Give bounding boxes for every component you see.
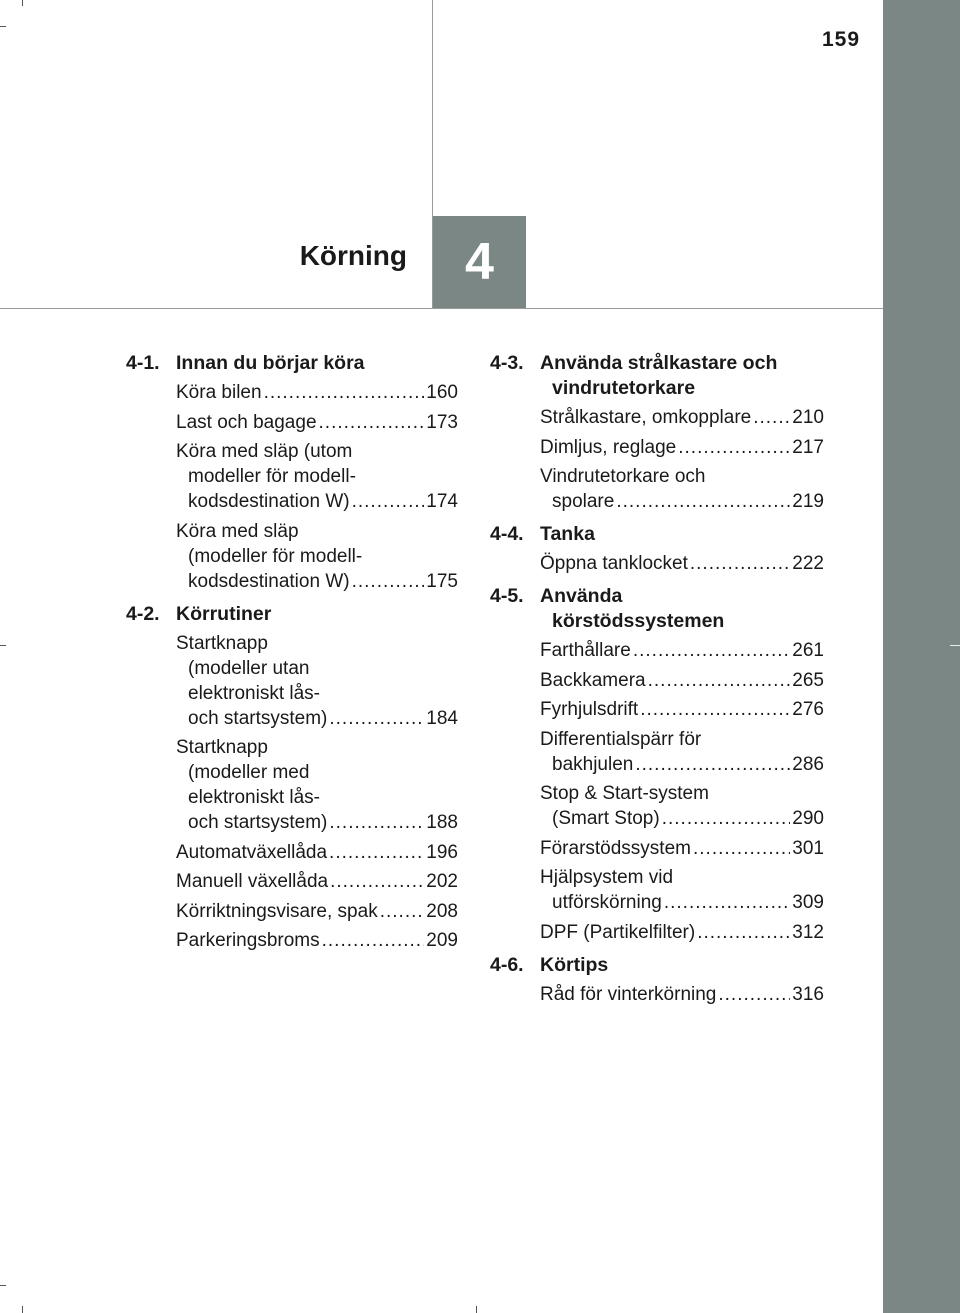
dot-leader [664,890,790,915]
toc-section [490,584,824,945]
toc-section [490,953,824,1007]
entry-page-number: 217 [792,436,824,458]
entry-page-number: 219 [792,491,824,512]
entry-text-line: (Smart Stop) [552,808,660,829]
crop-mark [950,645,960,646]
entry-page-number: 184 [426,707,458,729]
crop-mark [22,0,23,6]
toc-entry[interactable] [176,840,458,865]
chapter-title: Körning [299,240,407,271]
section-title [540,522,824,547]
toc-entry[interactable] [540,551,824,576]
section-title-line: Innan du börjar köra [176,352,365,374]
toc-section [126,602,458,954]
toc-entry[interactable] [540,435,824,460]
section-title-line: Körrutiner [176,602,272,625]
entry-text-line: Startknapp [176,737,268,758]
entry-text-line: kodsdestination W) [188,570,350,592]
entry-text-line: och startsystem) [188,812,328,833]
entry-text-line: Parkeringsbroms [176,930,320,951]
entry-text-line: Köra med släp [176,520,299,542]
toc-entry[interactable] [176,439,458,514]
section-title-line: Körtips [540,953,609,976]
dot-leader [693,836,790,861]
entry-page-number: 265 [792,669,824,691]
entry-page-number: 261 [792,640,824,661]
dot-leader [330,869,424,894]
toc-entry[interactable] [540,697,824,722]
section-title-line: Använda strålkastare och [540,352,778,374]
entry-text-line: Last och bagage [176,411,317,433]
entry-page-number: 208 [426,900,458,922]
section-heading[interactable] [126,602,458,627]
chapter-number: 4 [465,233,494,291]
toc-entry[interactable] [540,781,824,831]
section-title-line: vindrutetorkare [552,377,696,399]
entry-text-line: Förarstödssystem [540,837,691,859]
section-title [540,953,824,978]
entry-text-line: kodsdestination W) [188,491,350,512]
toc-entry[interactable] [540,405,824,430]
entry-text-line: modeller för modell- [188,466,356,487]
entry-text-line: Körriktningsvisare, spak [176,900,378,922]
section-title-line: Använda [540,585,623,607]
dot-leader [718,982,790,1007]
section-title [540,351,824,401]
entry-page-number: 222 [792,553,824,574]
entry-text-line: Råd för vinterkörning [540,983,717,1005]
section-heading[interactable] [490,522,824,547]
dot-leader [753,405,790,430]
toc-entry[interactable] [540,464,824,514]
dot-leader [329,810,424,835]
toc-column-right [490,351,824,1015]
toc-entry[interactable] [176,899,458,924]
entry-text-line: utförskörning [552,892,662,913]
chapter-tab-bar [883,0,960,1313]
entry-page-number: 290 [792,808,824,829]
section-heading[interactable] [490,953,824,978]
section-number: 4-6. [490,953,524,976]
entry-text-line: Differentialspärr för [540,728,702,750]
dot-leader [264,380,425,405]
toc-entry[interactable] [176,928,458,953]
entry-page-number: 188 [426,812,458,833]
toc-entry[interactable] [540,638,824,663]
entry-text-line: Strålkastare, omkopplare [540,407,752,428]
crop-mark [22,1306,23,1313]
toc-entry[interactable] [176,519,458,594]
crop-mark [476,1306,477,1313]
toc-entry[interactable] [176,380,458,405]
section-title [176,351,458,376]
entry-page-number: 316 [792,983,824,1005]
entry-text-line: Backkamera [540,669,646,691]
crop-mark [0,1285,6,1286]
entry-text-line: spolare [552,491,615,512]
toc-entry[interactable] [540,865,824,915]
toc-entry[interactable] [540,727,824,777]
toc-entry[interactable] [176,410,458,435]
entry-text-line: Köra med släp (utom [176,441,353,462]
entry-page-number: 209 [426,930,458,951]
dot-leader [697,920,790,945]
section-number: 4-5. [490,585,524,607]
entry-text-line: Vindrutetorkare och [540,466,706,487]
entry-text-line: bakhjulen [552,753,634,775]
toc-entry[interactable] [540,836,824,861]
dot-leader [319,410,425,435]
entry-text-line: (modeller med [188,762,310,783]
entry-text-line: (modeller utan [188,657,310,679]
entry-text-line: Dimljus, reglage [540,436,677,458]
entry-page-number: 309 [792,892,824,913]
entry-page-number: 210 [792,407,824,428]
page-number: 159 [822,28,861,51]
dot-leader [690,551,790,576]
toc-column-left [126,351,458,961]
dot-leader [352,489,425,514]
entry-page-number: 160 [426,382,458,403]
section-heading[interactable] [490,584,824,634]
section-number: 4-3. [490,352,524,374]
entry-text-line: Stop & Start-system [540,783,709,804]
section-title [540,584,824,634]
entry-text-line: Startknapp [176,632,268,654]
entry-page-number: 175 [426,570,458,592]
dot-leader [616,489,790,514]
chapter-number-box [433,216,526,308]
dot-leader [640,697,790,722]
dot-leader [352,569,425,594]
toc-entry[interactable] [176,735,458,835]
entry-text-line: Hjälpsystem vid [540,867,674,888]
toc-section [126,351,458,594]
header-divider-horizontal [0,308,883,309]
section-heading[interactable] [490,351,824,401]
dot-leader [662,806,791,831]
dot-leader [633,638,790,663]
entry-page-number: 196 [426,841,458,863]
entry-text-line: elektroniskt lås- [188,787,320,808]
dot-leader [322,928,425,953]
dot-leader [329,706,424,731]
toc-section [490,351,824,514]
section-title-line: Tanka [540,523,595,545]
entry-page-number: 286 [792,753,824,775]
section-title-line: körstödssystemen [552,610,725,632]
entry-text-line: Köra bilen [176,382,262,403]
entry-text-line: (modeller för modell- [188,545,363,567]
toc-entry[interactable] [540,668,824,693]
entry-text-line: Automatväxellåda [176,841,328,863]
section-heading[interactable] [126,351,458,376]
entry-text-line: Fyrhjulsdrift [540,699,639,720]
crop-mark [0,645,6,646]
entry-page-number: 202 [426,871,458,892]
toc-entry[interactable] [176,869,458,894]
dot-leader [635,752,790,777]
toc-entry[interactable] [176,631,458,731]
entry-text-line: DPF (Partikelfilter) [540,921,696,943]
entry-text-line: elektroniskt lås- [188,682,320,704]
dot-leader [329,840,424,865]
entry-page-number: 312 [792,921,824,943]
section-number: 4-4. [490,523,524,545]
entry-page-number: 173 [426,411,458,433]
entry-page-number: 301 [792,837,824,859]
toc-section [490,522,824,576]
dot-leader [380,899,425,924]
entry-text-line: Farthållare [540,640,631,661]
section-number: 4-1. [126,352,160,374]
entry-text-line: och startsystem) [188,707,328,729]
entry-page-number: 276 [792,699,824,720]
toc-entry[interactable] [540,982,824,1007]
entry-text-line: Manuell växellåda [176,871,329,892]
crop-mark [0,26,6,27]
entry-text-line: Öppna tanklocket [540,553,688,574]
section-number: 4-2. [126,602,160,625]
toc-entry[interactable] [540,920,824,945]
entry-page-number: 174 [426,491,458,512]
dot-leader [678,435,790,460]
dot-leader [648,668,791,693]
section-title [176,602,458,627]
